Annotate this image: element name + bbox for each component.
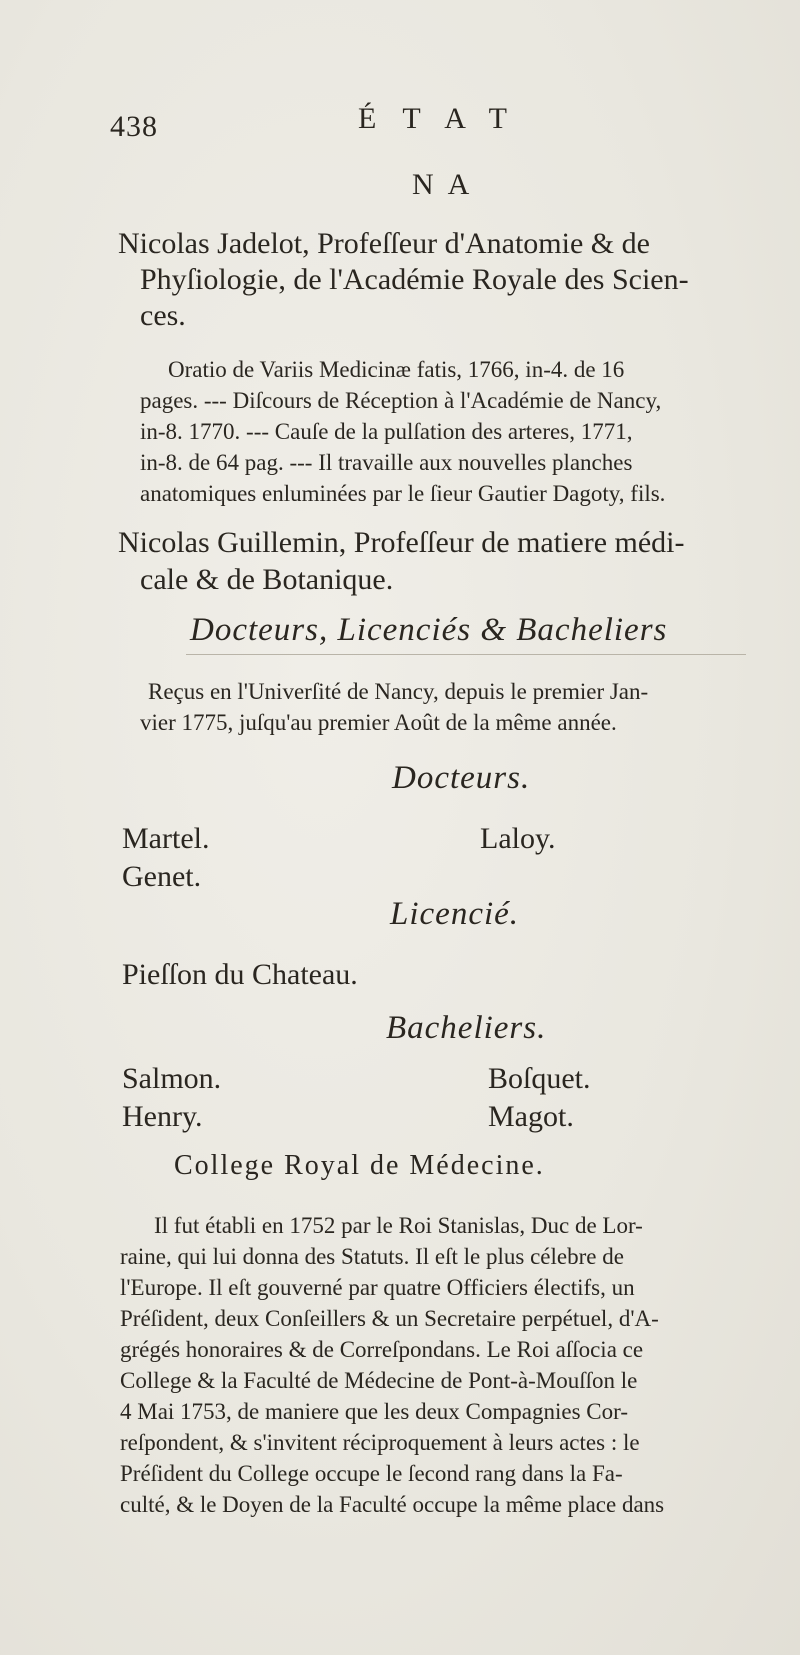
text-line: Oratio de Variis Medicinæ fatis, 1766, in-4. de 16 [168, 357, 625, 382]
text-line: Phyſiologie, de l'Académie Royale des Scien- [140, 263, 689, 296]
text-line: l'Europe. Il eſt gouverné par quatre Officiers électifs, un [120, 1275, 635, 1300]
entry-guillemin [118, 524, 684, 598]
licencie-heading: Licencié. [390, 896, 520, 932]
text-line: Il fut établi en 1752 par le Roi Stanislas, Duc de Lor- [154, 1213, 643, 1238]
text-line: raine, qui lui donna des Statuts. Il eſt le plus célebre de [120, 1244, 624, 1269]
college-heading: College Royal de Médecine. [174, 1150, 545, 1181]
section-intro [140, 676, 648, 738]
name-entry: Boſquet. [488, 1062, 591, 1095]
section-letters: NA [412, 168, 484, 201]
name-entry: Pieſſon du Chateau. [122, 958, 358, 991]
college-paragraph [120, 1210, 760, 1520]
text-line: in-8. 1770. --- Cauſe de la pulſation des arteres, 1771, [140, 419, 633, 444]
bacheliers-heading: Bacheliers. [386, 1010, 547, 1046]
text-line: reſpondent, & s'invitent réciproquement à leurs actes : le [120, 1430, 640, 1455]
name-entry: Henry. [122, 1100, 203, 1133]
docteurs-heading: Docteurs. [392, 760, 531, 796]
text-line: 4 Mai 1753, de maniere que les deux Compagnies Cor- [120, 1399, 628, 1424]
page-number: 438 [110, 110, 158, 143]
text-line: vier 1775, juſqu'au premier Août de la même année. [140, 710, 617, 735]
name-entry: Genet. [122, 860, 202, 893]
text-line: Nicolas Jadelot, Profeſſeur d'Anatomie & de [118, 227, 650, 260]
text-line: grégés honoraires & de Correſpondans. Le Roi aſſocia ce [120, 1337, 644, 1362]
running-title: ÉTAT [358, 102, 533, 135]
text-line: Préſident du College occupe le ſecond rang dans la Fa- [120, 1461, 623, 1486]
name-entry: Magot. [488, 1100, 574, 1133]
name-entry: Salmon. [122, 1062, 222, 1095]
entry-jadelot-works [140, 354, 762, 509]
text-line: Nicolas Guillemin, Profeſſeur de matiere médi- [118, 526, 685, 559]
text-line: Préſident, deux Conſeillers & un Secretaire perpétuel, d'A- [120, 1306, 659, 1331]
text-line: pages. --- Diſcours de Réception à l'Académie de Nancy, [140, 388, 662, 413]
text-line: ces. [140, 299, 186, 332]
name-entry: Laloy. [480, 822, 556, 855]
text-line: cale & de Botanique. [140, 563, 394, 596]
text-line: College & la Faculté de Médecine de Pont-à-Mouſſon le [120, 1368, 638, 1393]
text-line: anatomiques enluminées par le ſieur Gautier Dagoty, fils. [140, 481, 666, 506]
name-entry: Martel. [122, 822, 210, 855]
running-header [110, 102, 533, 146]
heading-rule [186, 654, 746, 655]
text-line: Reçus en l'Univerſité de Nancy, depuis le premier Jan- [148, 679, 649, 704]
text-line: culté, & le Doyen de la Faculté occupe la même place dans [120, 1492, 665, 1517]
entry-jadelot [118, 226, 758, 334]
text-line: in-8. de 64 pag. --- Il travaille aux nouvelles planches [140, 450, 633, 475]
section-heading: Docteurs, Licenciés & Bacheliers [190, 612, 668, 648]
